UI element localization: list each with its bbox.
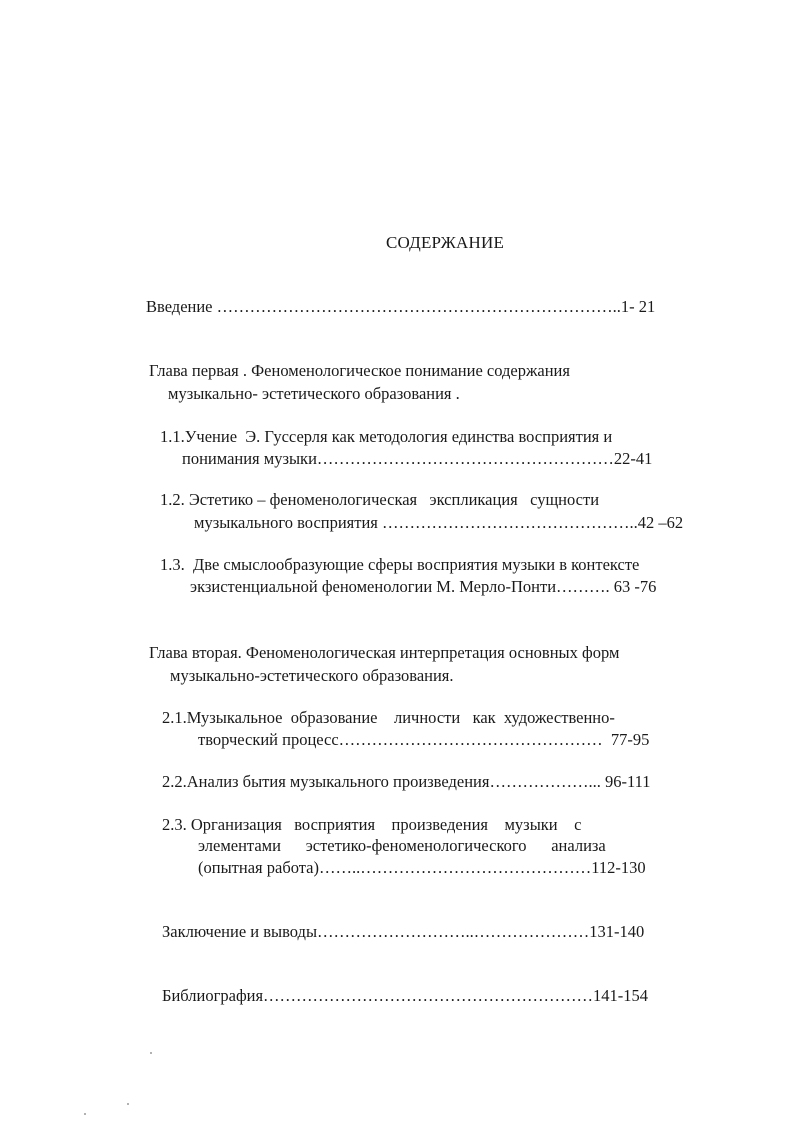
scan-speck — [84, 1113, 86, 1115]
chapter1-heading-line1: Глава первая . Феноменологическое понимание содержания — [149, 361, 570, 380]
section-1-1-line1: 1.1.Учение Э. Гуссерля как методология единства восприятия и — [160, 427, 613, 446]
toc-intro: Введение ………………………………………………………………..1- 21 — [146, 297, 656, 316]
section-2-3-line3: (опытная работа)……..……………………………………112-130 — [198, 858, 646, 877]
section-1-1-line2: понимания музыки………………………………………………22-41 — [182, 449, 653, 468]
page-title: СОДЕРЖАНИЕ — [386, 233, 505, 252]
section-1-2-line2: музыкального восприятия ………………………………………..42 –62 — [194, 513, 684, 532]
scan-speck — [127, 1103, 129, 1105]
chapter2-heading-line1: Глава вторая. Феноменологическая интерпретация основных форм — [149, 643, 620, 662]
section-2-1-line2: творческий процесс………………………………………… 77-95 — [198, 730, 650, 749]
chapter2-heading-line2: музыкально-эстетического образования. — [170, 666, 454, 685]
section-1-3-line1: 1.3. Две смыслообразующие сферы восприятия музыки в контексте — [160, 555, 640, 574]
section-2-3-line1: 2.3. Организация восприятия произведения музыки с — [162, 815, 582, 834]
chapter1-heading-line2: музыкально- эстетического образования . — [168, 384, 460, 403]
section-2-1-line1: 2.1.Музыкальное образование личности как художественно- — [162, 708, 615, 727]
section-2-2: 2.2.Анализ бытия музыкального произведения………………... 96-111 — [162, 772, 651, 791]
toc-bibliography: Библиография……………………………………………………141-154 — [162, 986, 649, 1005]
scan-speck — [150, 1052, 152, 1054]
toc-conclusion: Заключение и выводы………………………..…………………131-140 — [162, 922, 645, 941]
section-1-3-line2: экзистенциальной феноменологии М. Мерло-Понти………. 63 -76 — [190, 577, 657, 596]
section-2-3-line2: элементами эстетико-феноменологического анализа — [198, 836, 606, 855]
section-1-2-line1: 1.2. Эстетико – феноменологическая экспликация сущности — [160, 490, 600, 509]
